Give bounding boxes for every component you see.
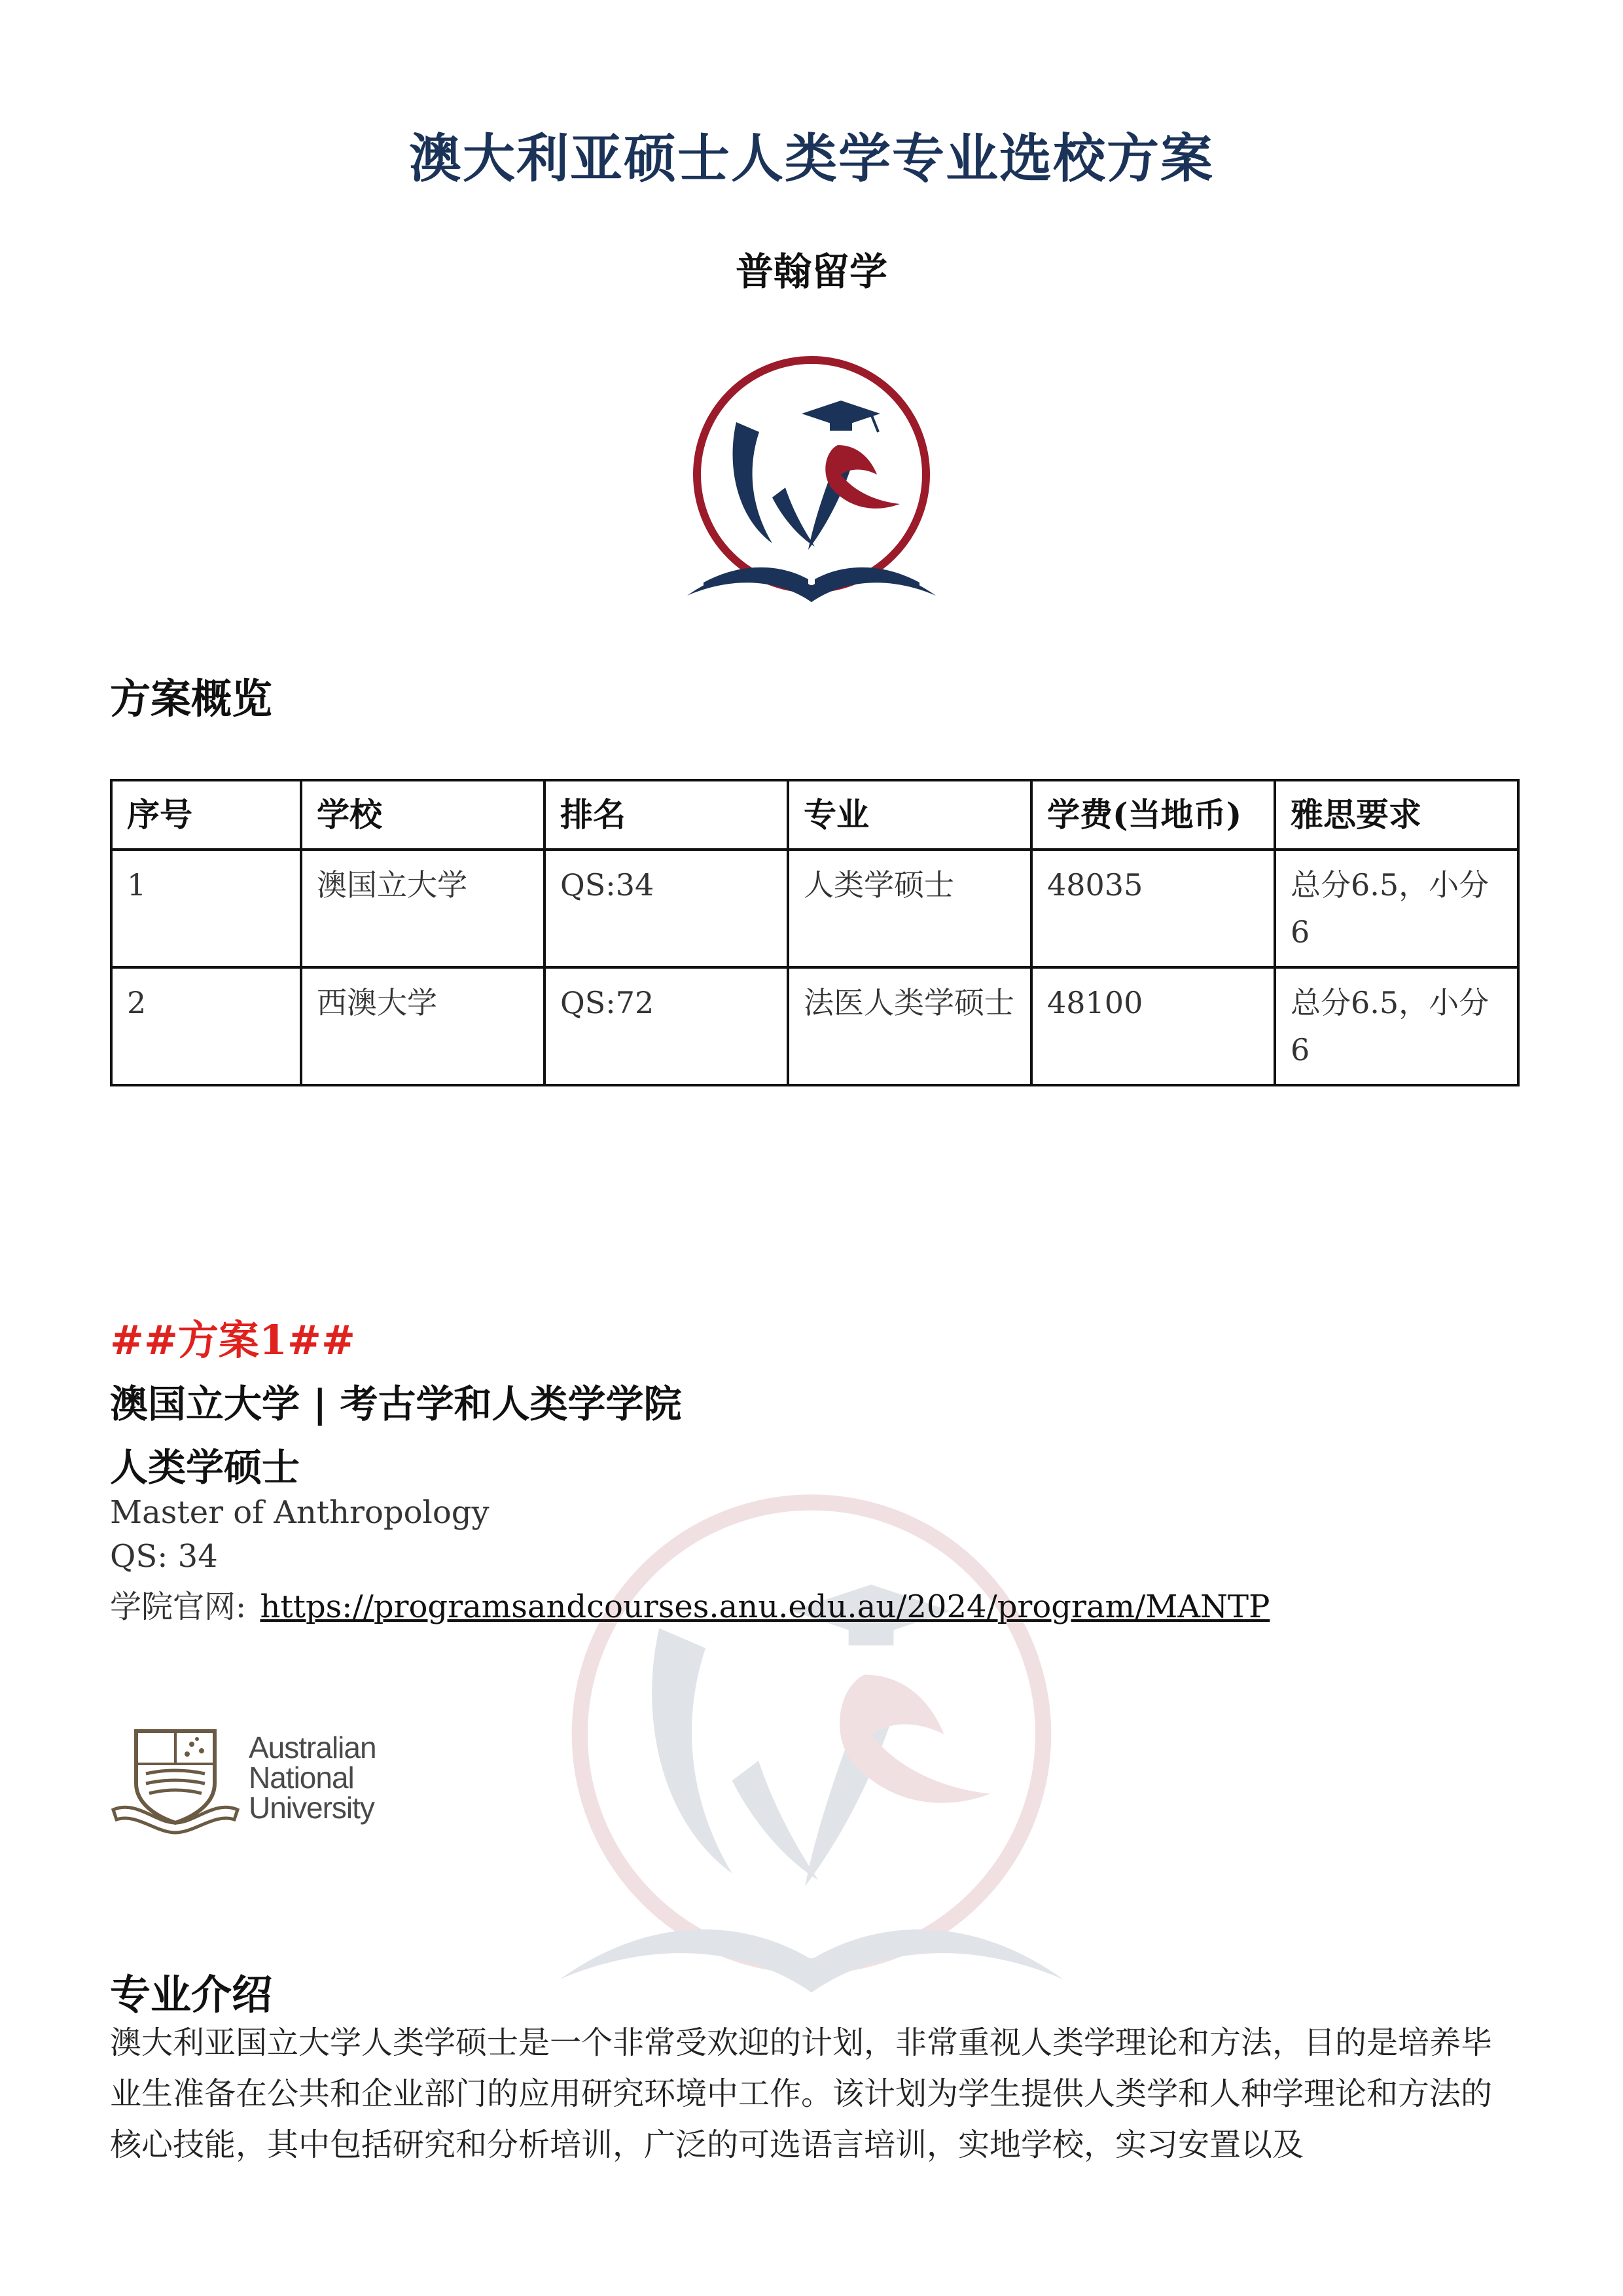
table-header-row — [111, 780, 1518, 850]
qs-ranking: QS: 34 — [110, 1538, 218, 1575]
intro-heading: 专业介绍 — [110, 1971, 273, 2018]
header-tuition: 学费(当地币) — [1031, 780, 1275, 850]
degree-name: 人类学硕士 — [110, 1445, 300, 1490]
cell-school: 西澳大学 — [301, 967, 544, 1085]
cell-tuition: 48100 — [1031, 967, 1275, 1085]
cell-tuition: 48035 — [1031, 850, 1275, 967]
table-row — [111, 850, 1518, 967]
anu-wordmark — [249, 1732, 376, 1823]
header-ranking: 排名 — [544, 780, 788, 850]
table-row — [111, 967, 1518, 1085]
overview-table — [110, 779, 1520, 1086]
intro-paragraph: 澳大利亚国立大学人类学硕士是一个非常受欢迎的计划，非常重视人类学理论和方法，目的是培养毕业生准备在公共和企业部门的应用研究环境中工作。该计划为学生提供人类学和人种学理论和方法的核心技能，其中包括研究和分析培训，广泛的可选语言培训，实地学校，实习安置以及 — [110, 2024, 1493, 2163]
wordmark-line: National — [249, 1761, 354, 1795]
overview-heading: 方案概览 — [110, 675, 273, 723]
graduate-book-logo-icon — [674, 347, 949, 622]
document-subtitle: 普翰留学 — [735, 249, 887, 294]
cell-ranking: QS:72 — [544, 967, 788, 1085]
header-major: 专业 — [788, 780, 1031, 850]
document-title: 澳大利亚硕士人类学专业选校方案 — [409, 128, 1214, 189]
header-ielts: 雅思要求 — [1275, 780, 1518, 850]
cell-ielts: 总分6.5，小分6 — [1275, 850, 1518, 967]
website-link[interactable]: https://programsandcourses.anu.edu.au/2024/program/MANTP — [260, 1588, 1270, 1625]
plan-tag: ##方案1## — [110, 1316, 355, 1364]
wordmark-line: University — [249, 1791, 374, 1825]
header-school: 学校 — [301, 780, 544, 850]
cell-ielts: 总分6.5，小分6 — [1275, 967, 1518, 1085]
school-faculty-line: 澳国立大学 | 考古学和人类学学院 — [110, 1382, 682, 1426]
cell-ranking: QS:34 — [544, 850, 788, 967]
anu-crest-icon — [110, 1725, 241, 1836]
website-label: 学院官网: — [110, 1588, 247, 1625]
anu-logo — [110, 1672, 385, 1888]
cell-major: 人类学硕士 — [788, 850, 1031, 967]
wordmark-line: Australian — [249, 1731, 376, 1765]
website-line — [110, 1581, 1270, 1626]
header-index: 序号 — [111, 780, 301, 850]
english-degree-name: Master of Anthropology — [110, 1494, 490, 1531]
cell-major: 法医人类学硕士 — [788, 967, 1031, 1085]
cell-index: 2 — [111, 967, 301, 1085]
cell-index: 1 — [111, 850, 301, 967]
cell-school: 澳国立大学 — [301, 850, 544, 967]
watermark-logo-icon — [533, 1476, 1090, 2032]
